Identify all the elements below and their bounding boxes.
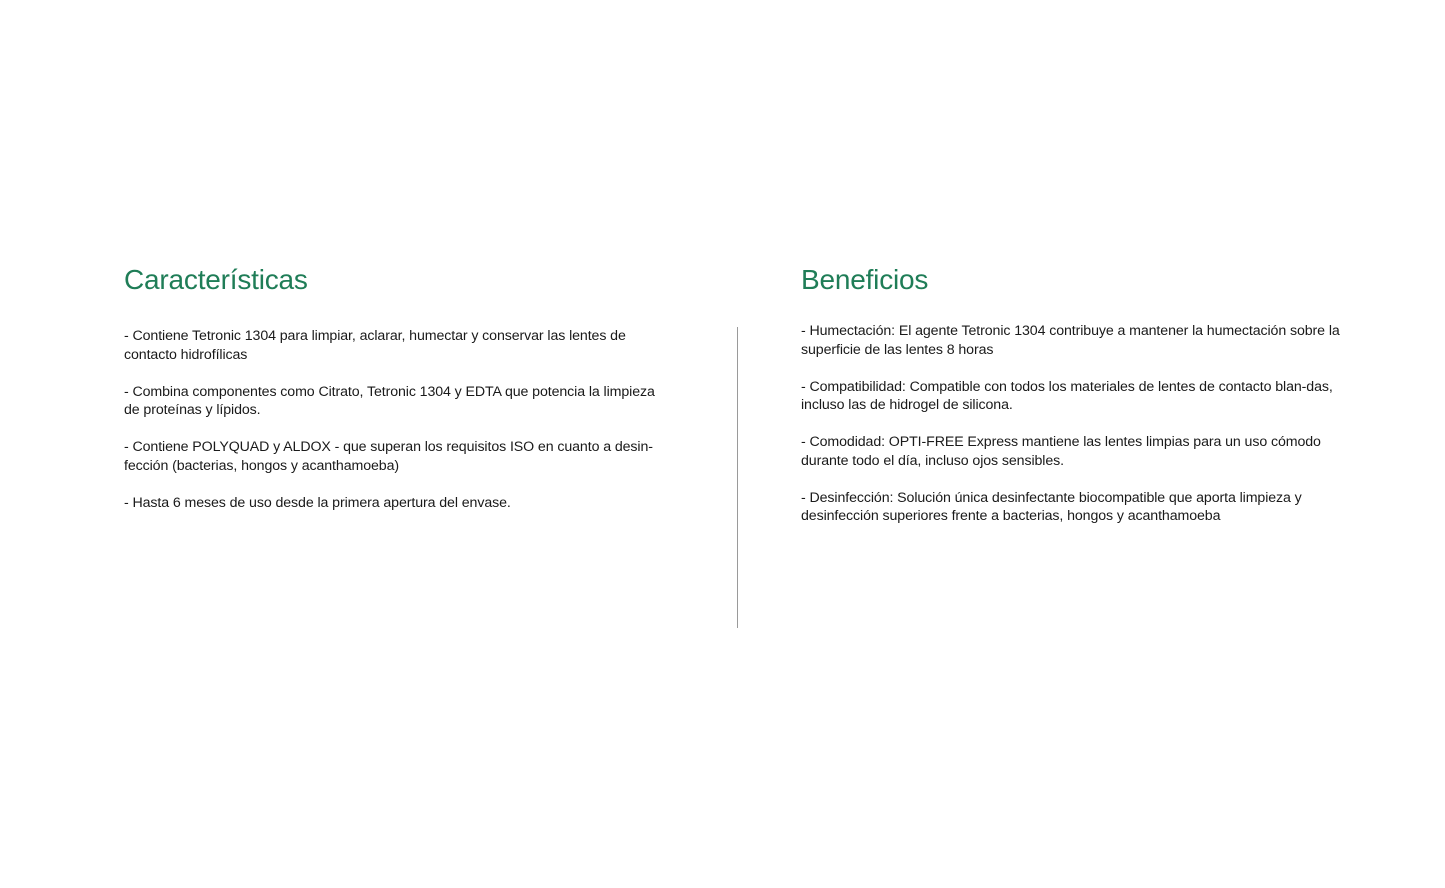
column-divider <box>737 327 738 628</box>
beneficios-heading: Beneficios <box>801 264 929 295</box>
beneficios-item: - Desinfección: Solución única desinfectante biocompatible que aporta limpieza y desinfección superiores frente a bacterias, hongos y acanthamoeba <box>801 489 1302 524</box>
caracteristicas-item: - Contiene POLYQUAD y ALDOX - que superan los requisitos ISO en cuanto a desin-fección (bacterias, hongos y acanthamoeba) <box>124 439 653 474</box>
beneficios-item: - Humectación: El agente Tetronic 1304 contribuye a mantener la humectación sobre la superficie de las lentes 8 horas <box>801 323 1340 358</box>
beneficios-item: - Comodidad: OPTI-FREE Express mantiene las lentes limpias para un uso cómodo durante todo el día, incluso ojos sensibles. <box>801 434 1321 469</box>
caracteristicas-heading: Características <box>124 264 308 295</box>
caracteristicas-item: - Combina componentes como Citrato, Tetronic 1304 y EDTA que potencia la limpieza de proteínas y lípidos. <box>124 383 655 418</box>
beneficios-list <box>801 322 1341 526</box>
caracteristicas-section <box>124 262 664 531</box>
caracteristicas-item: - Contiene Tetronic 1304 para limpiar, aclarar, humectar y conservar las lentes de contacto hidrofílicas <box>124 328 626 363</box>
beneficios-section <box>801 262 1341 544</box>
caracteristicas-item: - Hasta 6 meses de uso desde la primera apertura del envase. <box>124 494 511 511</box>
beneficios-item: - Compatibilidad: Compatible con todos los materiales de lentes de contacto blan-das, incluso las de hidrogel de silicona. <box>801 378 1333 413</box>
caracteristicas-list <box>124 327 664 512</box>
